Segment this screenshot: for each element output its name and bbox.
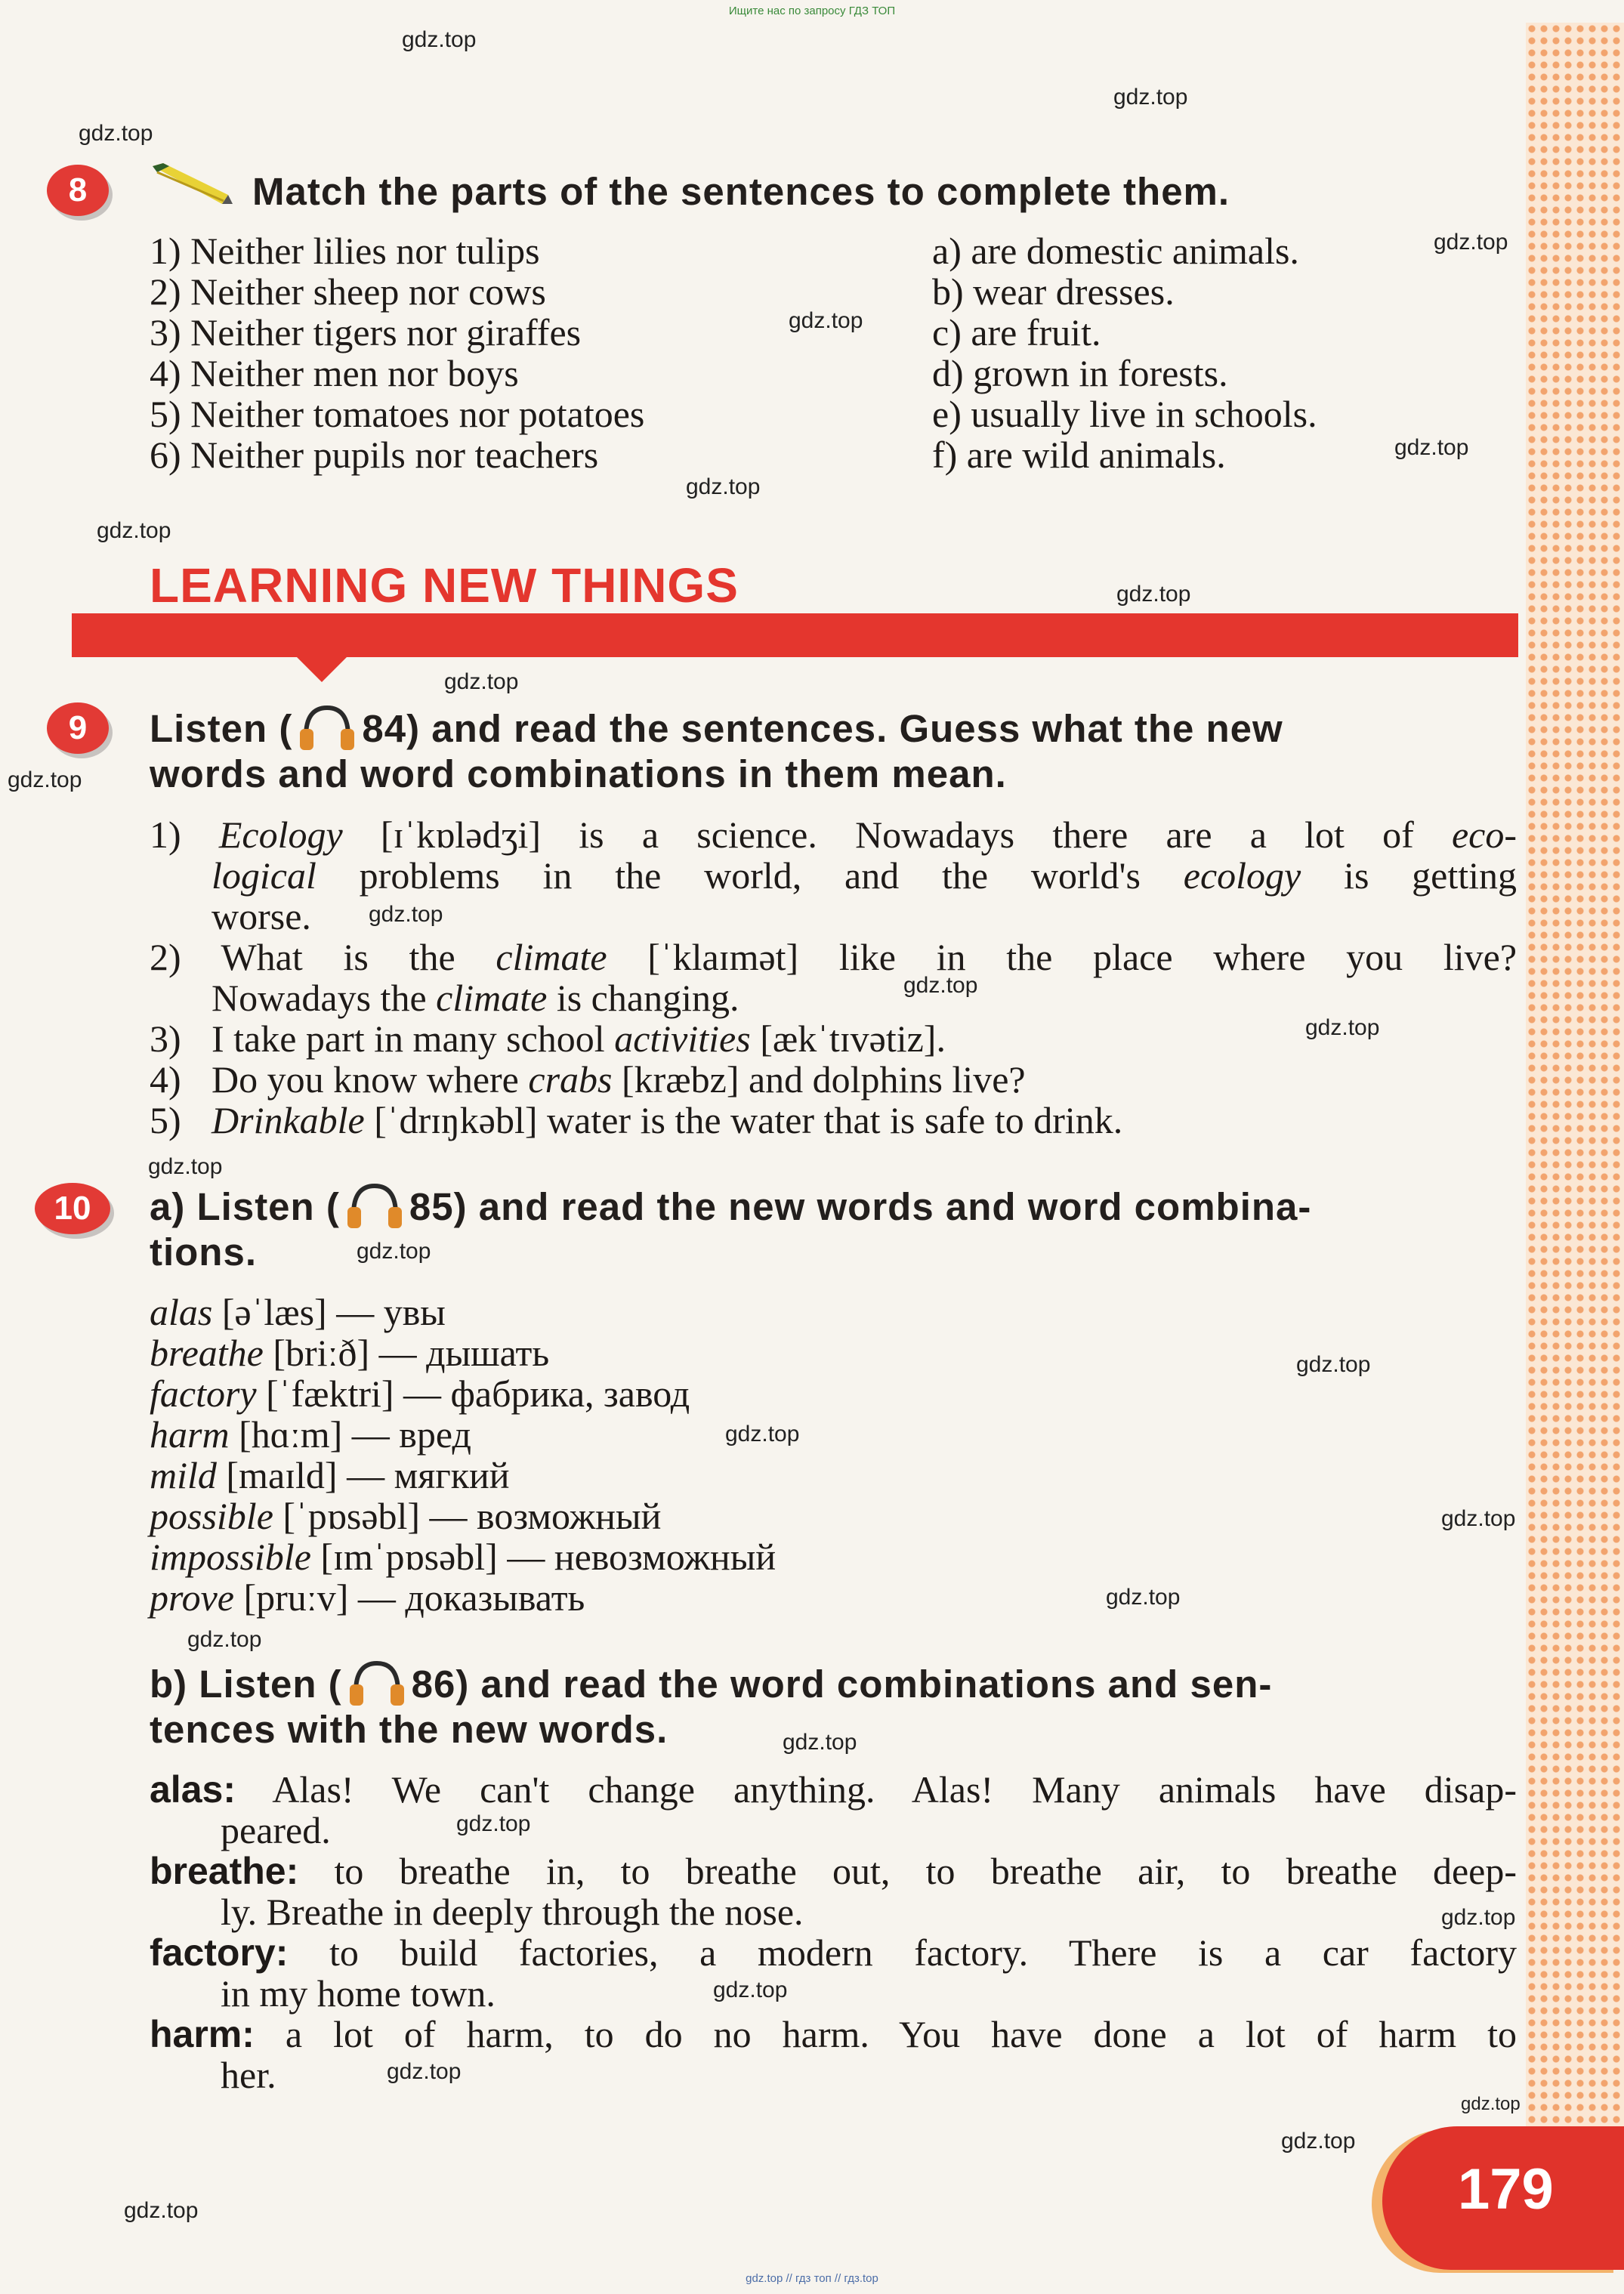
watermark: gdz.top: [97, 518, 171, 543]
item-number: 1): [150, 814, 181, 856]
watermark: gdz.top: [686, 474, 761, 499]
heading-part: a) Listen (: [150, 1185, 340, 1228]
example-line: [150, 1769, 1517, 1810]
watermark: gdz.top: [444, 669, 519, 694]
exercise-10b-heading: [150, 1662, 1272, 1712]
watermark: gdz.top: [387, 2059, 462, 2084]
key-word: logical: [211, 854, 316, 897]
exercise-9-line: [211, 977, 739, 1018]
vocab-translation: [əˈlæs] — увы: [221, 1291, 446, 1333]
text: [ɪˈkɒlədʒi] is a science. Nowadays there are a lot of: [380, 814, 1414, 856]
example-line: [150, 1851, 1517, 1891]
vocab-word: mild: [150, 1454, 217, 1496]
example-line: peared.: [221, 1809, 331, 1851]
watermark: gdz.top: [124, 2198, 199, 2223]
watermark: gdz.top: [1281, 2129, 1356, 2154]
example-key: alas:: [150, 1768, 236, 1811]
text: [kræbz] and dolphins live?: [621, 1058, 1026, 1101]
watermark: gdz.top: [789, 308, 863, 333]
exercise-9-line: [150, 1100, 1122, 1141]
heading-part: 85) and read the new words and word combina-: [409, 1185, 1312, 1228]
example-key: harm:: [150, 2013, 255, 2055]
watermark: gdz.top: [1106, 1585, 1181, 1610]
key-word: crabs: [528, 1058, 613, 1101]
text: What is the: [221, 936, 455, 978]
key-word: ecology: [1183, 854, 1301, 897]
list-item: d) grown in forests.: [932, 352, 1228, 394]
watermark: gdz.top: [79, 121, 153, 146]
exercise-9-line: [150, 814, 1517, 855]
watermark: gdz.top: [903, 973, 978, 998]
exercise-8-badge: 8: [47, 165, 109, 216]
vocab-translation: [ˈfæktri] — фабрика, завод: [266, 1372, 690, 1415]
list-item: [150, 1455, 510, 1496]
example-line: her.: [221, 2054, 276, 2096]
vocab-word: possible: [150, 1495, 273, 1537]
watermark: gdz.top: [1441, 1506, 1516, 1531]
exercise-9-heading-line2: words and word combinations in them mean.: [150, 752, 1007, 795]
bottom-note: gdz.top // гдз топ // гдз.top: [746, 2272, 878, 2285]
list-item: e) usually live in schools.: [932, 393, 1317, 435]
heading-part: Listen (: [150, 707, 293, 750]
list-item: c) are fruit.: [932, 311, 1101, 354]
watermark: gdz.top: [1296, 1352, 1371, 1377]
vocab-word: harm: [150, 1413, 230, 1456]
text: is changing.: [556, 977, 739, 1019]
text: I take part in many school: [211, 1017, 605, 1060]
example-line: ly. Breathe in deeply through the nose.: [221, 1891, 804, 1933]
list-item: 5) Neither tomatoes nor potatoes: [150, 393, 645, 435]
list-item: [150, 1496, 661, 1536]
list-item: f) are wild animals.: [932, 434, 1226, 476]
top-note: Ищите нас по запросу ГДЗ ТОП: [728, 5, 896, 17]
watermark: gdz.top: [725, 1422, 800, 1446]
exercise-9-line: [150, 937, 1517, 977]
example-line: in my home town.: [221, 1972, 496, 2015]
watermark: gdz.top: [369, 902, 443, 927]
watermark: gdz.top: [8, 767, 82, 792]
decorative-dot-strip: [1526, 23, 1624, 2168]
example-line: [150, 1932, 1517, 1973]
exercise-9-line: [150, 1059, 1026, 1100]
text: [ækˈtɪvətiz].: [760, 1017, 946, 1060]
heading-part: b) Listen (: [150, 1663, 342, 1706]
list-item: [150, 1577, 585, 1618]
headphones-icon: [345, 1659, 409, 1707]
headphones-icon: [295, 703, 359, 752]
section-bar: [72, 613, 1518, 657]
list-item: 1) Neither lilies nor tulips: [150, 230, 540, 272]
watermark: gdz.top: [1441, 1905, 1516, 1930]
key-word: Ecology: [218, 814, 343, 856]
text: Alas! We can't change anything. Alas! Many animals have disap-: [272, 1768, 1517, 1811]
text: [ˈklaɪmət] like in the place where you live?: [647, 936, 1517, 978]
item-number: 5): [150, 1099, 181, 1141]
text: a lot of harm, to do no harm. You have done a lot of harm to: [285, 2013, 1517, 2055]
list-item: a) are domestic animals.: [932, 230, 1299, 272]
section-bar-pointer: [296, 656, 347, 682]
key-word: eco-: [1451, 814, 1517, 856]
example-key: breathe:: [150, 1850, 299, 1892]
pencil-icon: [150, 162, 234, 207]
exercise-9-line: [211, 855, 1517, 896]
exercise-9-heading: [150, 706, 1283, 756]
section-title: LEARNING NEW THINGS: [150, 558, 739, 613]
list-item: 4) Neither men nor boys: [150, 352, 519, 394]
text: Do you know where: [211, 1058, 519, 1101]
vocab-translation: [hɑːm] — вред: [239, 1413, 471, 1456]
text: to breathe in, to breathe out, to breathe air, to breathe deep-: [334, 1850, 1517, 1892]
example-line: [150, 2014, 1517, 2055]
watermark: gdz.top: [1461, 2094, 1521, 2114]
watermark: gdz.top: [1113, 85, 1188, 110]
vocab-word: prove: [150, 1576, 234, 1619]
watermark: gdz.top: [187, 1627, 262, 1652]
text: [ˈdrɪŋkəbl] water is the water that is safe to drink.: [374, 1099, 1123, 1141]
vocab-translation: [ˈpɒsəbl] — возможный: [283, 1495, 662, 1537]
vocab-word: impossible: [150, 1536, 311, 1578]
key-word: activities: [614, 1017, 751, 1060]
example-key: factory:: [150, 1931, 289, 1974]
list-item: [150, 1332, 549, 1373]
key-word: climate: [496, 936, 607, 978]
watermark: gdz.top: [1305, 1015, 1380, 1040]
item-number: 4): [150, 1058, 181, 1101]
watermark: gdz.top: [456, 1811, 531, 1836]
list-item: b) wear dresses.: [932, 270, 1175, 313]
key-word: climate: [436, 977, 548, 1019]
vocab-translation: [briːð] — дышать: [273, 1332, 550, 1374]
list-item: 3) Neither tigers nor giraffes: [150, 311, 582, 354]
item-number: 2): [150, 936, 181, 978]
watermark: gdz.top: [783, 1730, 857, 1755]
list-item: [150, 1414, 471, 1455]
text: problems in the world, and the world's: [359, 854, 1141, 897]
heading-part: 84) and read the sentences. Guess what the new: [362, 707, 1283, 750]
vocab-word: factory: [150, 1372, 257, 1415]
vocab-word: breathe: [150, 1332, 264, 1374]
item-number: 3): [150, 1017, 181, 1060]
exercise-8-heading: Match the parts of the sentences to complete them.: [252, 170, 1230, 213]
vocab-translation: [maɪld] — мягкий: [226, 1454, 510, 1496]
watermark: gdz.top: [1116, 582, 1191, 607]
heading-part: 86) and read the word combinations and sen-: [411, 1663, 1273, 1706]
exercise-10-badge: 10: [35, 1183, 110, 1234]
watermark: gdz.top: [148, 1154, 223, 1179]
exercise-10b-heading-line2: tences with the new words.: [150, 1708, 668, 1751]
watermark: gdz.top: [1434, 230, 1508, 255]
exercise-9-badge: 9: [47, 702, 109, 754]
vocab-translation: [pruːv] — доказывать: [243, 1576, 585, 1619]
exercise-9-line: worse.: [211, 895, 311, 937]
key-word: Drinkable: [211, 1099, 365, 1141]
watermark: gdz.top: [357, 1239, 431, 1264]
watermark: gdz.top: [402, 27, 477, 52]
headphones-icon: [343, 1181, 406, 1230]
text: Nowadays the: [211, 977, 427, 1019]
list-item: 6) Neither pupils nor teachers: [150, 434, 599, 476]
list-item: [150, 1292, 446, 1332]
watermark: gdz.top: [1394, 435, 1469, 460]
watermark: gdz.top: [713, 1978, 788, 2002]
text: to build factories, a modern factory. There is a car factory: [329, 1931, 1517, 1974]
text: is getting: [1344, 854, 1517, 897]
page-number: 179: [1458, 2157, 1554, 2221]
vocab-word: alas: [150, 1291, 213, 1333]
exercise-10a-heading: [150, 1184, 1311, 1234]
list-item: [150, 1373, 690, 1414]
vocab-translation: [ɪmˈpɒsəbl] — невозможный: [320, 1536, 776, 1578]
list-item: [150, 1536, 776, 1577]
exercise-10a-heading-line2: tions.: [150, 1230, 257, 1274]
exercise-9-line: [150, 1018, 946, 1059]
list-item: 2) Neither sheep nor cows: [150, 270, 546, 313]
